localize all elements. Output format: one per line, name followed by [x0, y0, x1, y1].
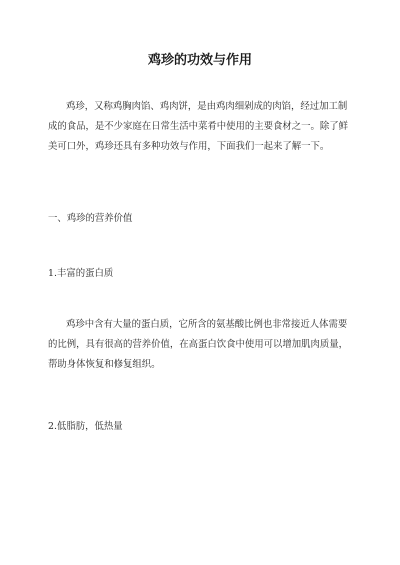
intro-line-3: 美可口外，鸡珍还具有多种功效与作用，下面我们一起来了解一下。 [48, 141, 330, 152]
document-title: 鸡珍的功效与作用 [147, 53, 252, 68]
intro-line-2: 成的食品，是不少家庭在日常生活中菜肴中使用的主要食材之一。除了鲜 [48, 121, 349, 132]
subheading-protein: 1.丰富的蛋白质 [48, 268, 114, 279]
protein-line-3: 帮助身体恢复和修复组织。 [48, 359, 161, 370]
section-heading-nutrition: 一、鸡珍的营养价值 [48, 213, 133, 224]
subheading-low-fat: 2.低脂肪，低热量 [48, 421, 123, 432]
protein-paragraph [48, 315, 352, 375]
intro-line-1: 鸡珍，又称鸡胸肉馅、鸡肉饼，是由鸡肉细剁成的肉馅，经过加工制 [66, 101, 348, 112]
protein-line-2: 的比例，具有很高的营养价值，在高蛋白饮食中使用可以增加肌肉质量， [48, 339, 349, 350]
intro-paragraph [48, 97, 352, 157]
protein-line-1: 鸡珍中含有大量的蛋白质，它所含的氨基酸比例也非常接近人体需要 [66, 319, 348, 330]
